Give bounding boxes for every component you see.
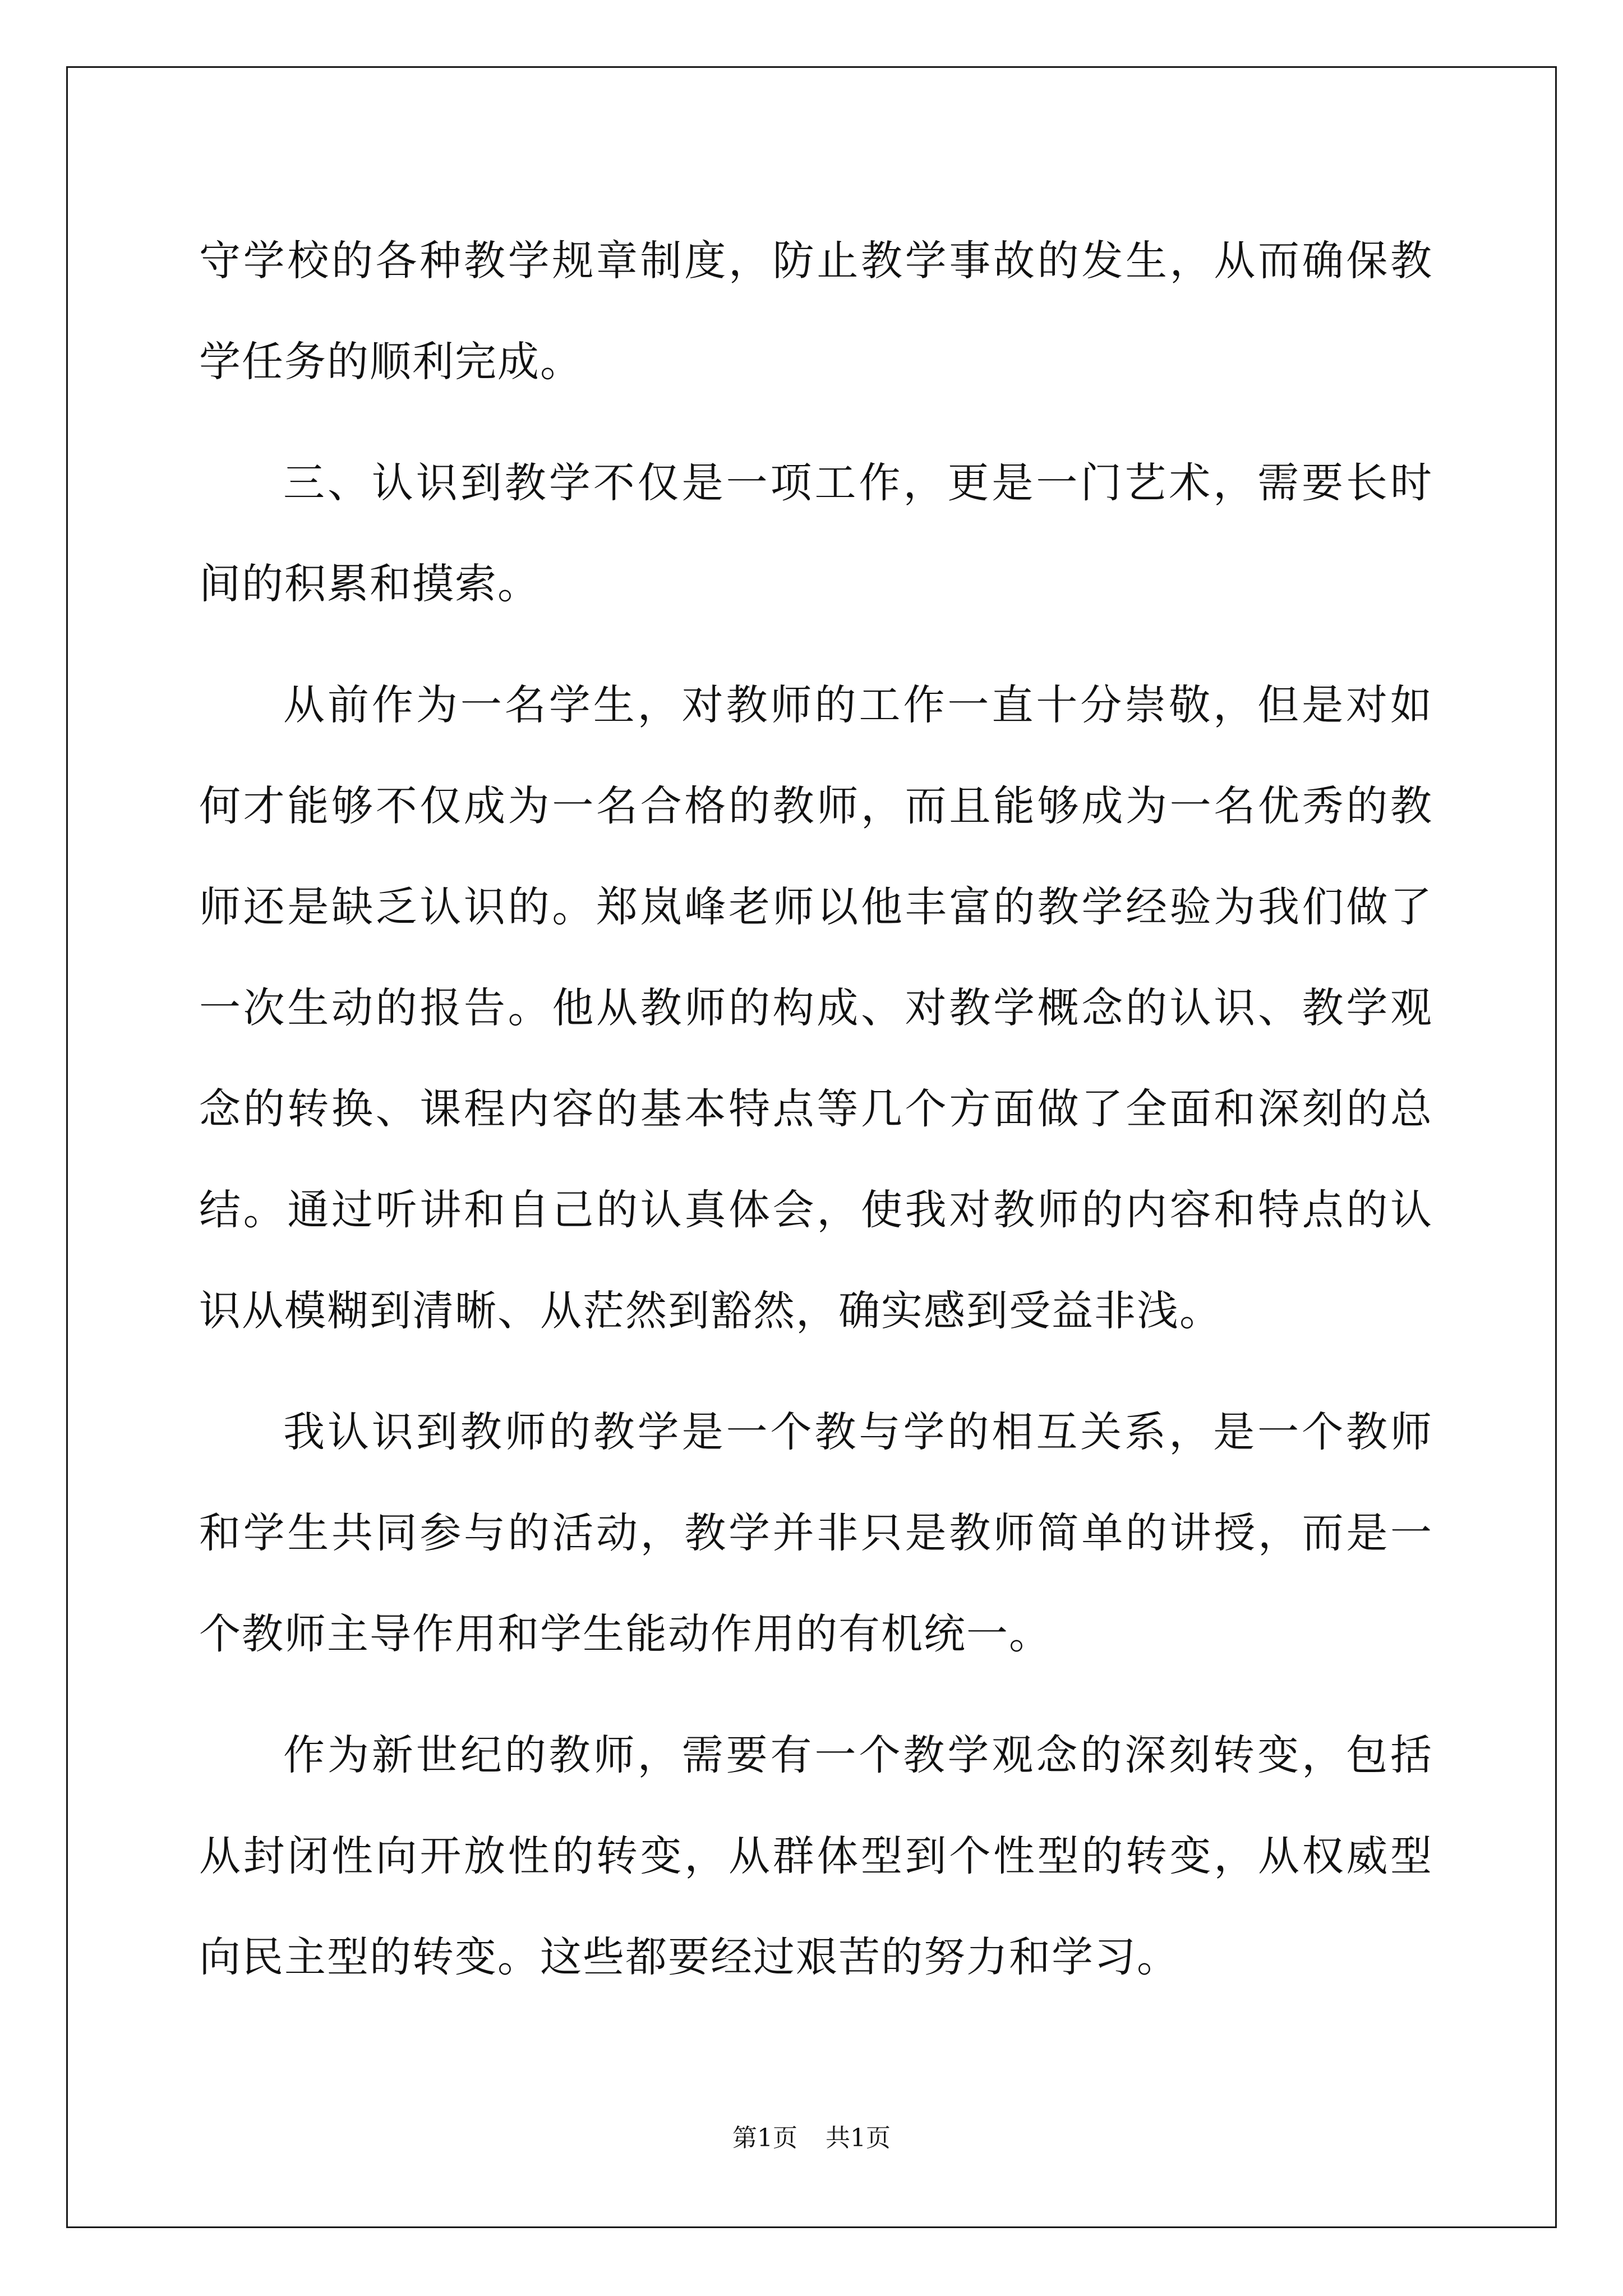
paragraph-new-century-teacher: 作为新世纪的教师，需要有一个教学观念的深刻转变，包括从封闭性向开放性的转变，从群体型到个性型的转变，从权威型向民主型的转变。这些都要经过艰苦的努力和学习。 xyxy=(199,1731,1433,1981)
page-number-total: 共1页 xyxy=(826,2124,891,2152)
document-body xyxy=(199,210,1433,2028)
page-number-current: 第1页 xyxy=(732,2124,797,2152)
paragraph-report-reflection: 从前作为一名学生，对教师的工作一直十分崇敬，但是对如何才能够不仅成为一名合格的教师，而且能够成为一名优秀的教师还是缺乏认识的。郑岚峰老师以他丰富的教学经验为我们做了一次生动的报告。他从教师的构成、对教学概念的认识、教学观念的转换、课程内容的基本特点等几个方面做了全面和深刻的总结。通过听讲和自己的认真体会，使我对教师的内容和特点的认识从模糊到清晰、从茫然到豁然，确实感到受益非浅。 xyxy=(199,681,1433,1335)
paragraph-continuation: 守学校的各种教学规章制度，防止教学事故的发生，从而确保教学任务的顺利完成。 xyxy=(199,237,1433,386)
paragraph-section-three: 三、认识到教学不仅是一项工作，更是一门艺术，需要长时间的积累和摸索。 xyxy=(199,459,1433,608)
page-footer xyxy=(0,2118,1623,2154)
paragraph-teaching-relationship: 我认识到教师的教学是一个教与学的相互关系，是一个教师和学生共同参与的活动，教学并非只是教师简单的讲授，而是一个教师主导作用和学生能动作用的有机统一。 xyxy=(199,1408,1433,1658)
